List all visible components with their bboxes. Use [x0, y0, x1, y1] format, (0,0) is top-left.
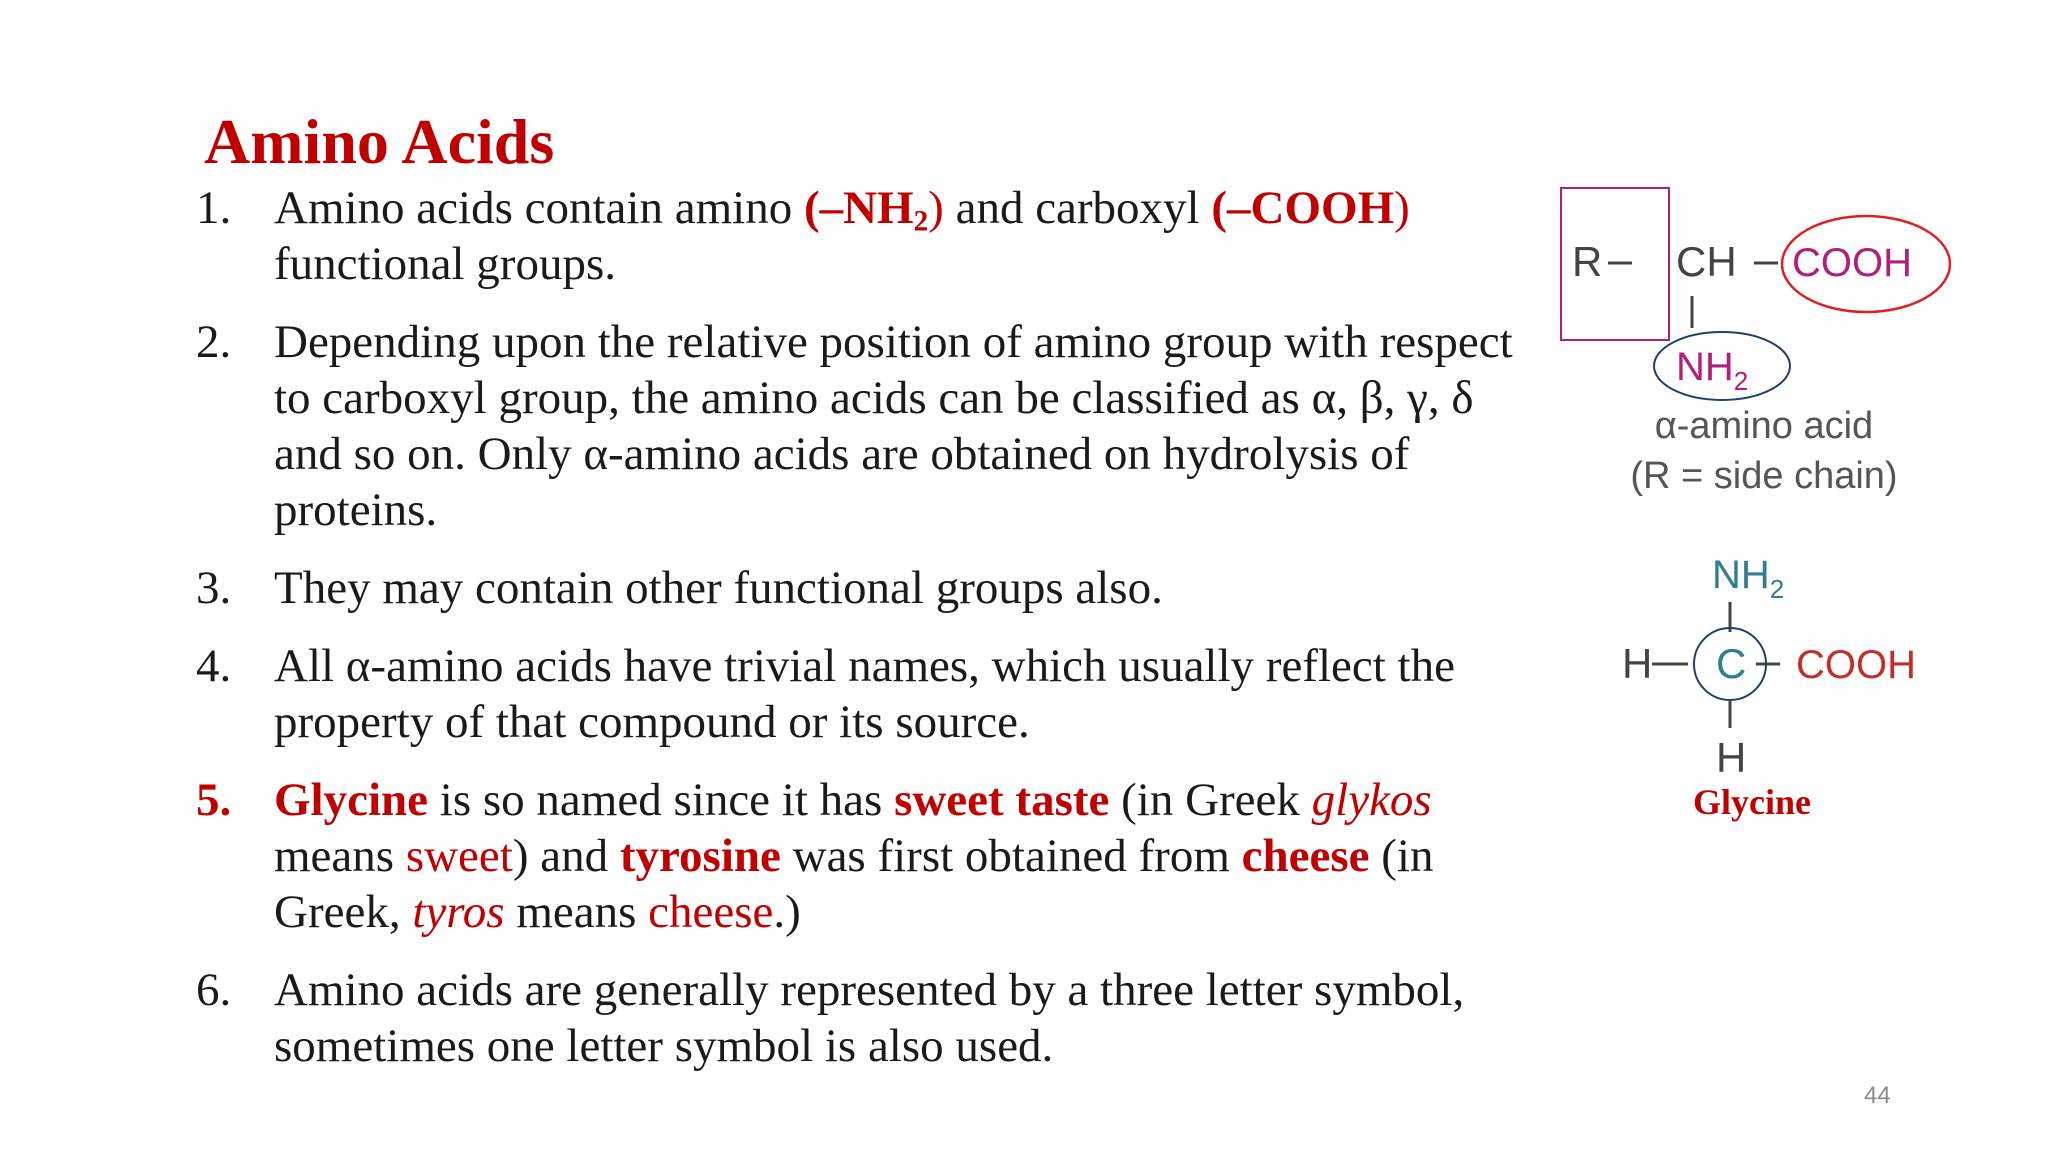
tyrosine-term: tyrosine [619, 830, 781, 882]
amino-nh: NH [1676, 345, 1734, 389]
item-text [274, 772, 1536, 940]
cheese-term: cheese [1241, 830, 1370, 882]
alpha-caption-line1: α-amino acid [1654, 405, 1874, 447]
glycine-structure [1622, 553, 1916, 822]
amino-label [1676, 345, 1748, 396]
item-number: 6. [196, 964, 232, 1016]
list-item-3 [196, 560, 1536, 616]
amino-subscript: 2 [1733, 366, 1749, 396]
item-text [274, 180, 1536, 292]
text-run: and carboxyl [943, 182, 1212, 234]
item-number: 3. [196, 562, 232, 614]
item-number: 4. [196, 640, 232, 692]
list-item-6 [196, 962, 1536, 1074]
list-item-4 [196, 638, 1536, 750]
greek-word-tyros: tyros [412, 886, 505, 938]
item-text: All α-amino acids have trivial names, which usually reflect the property of that compound or its source. [274, 640, 1455, 748]
alpha-caption-line2: (R = side chain) [1630, 455, 1898, 497]
amino-group-formula: (–NH [803, 182, 914, 234]
glycine-carbon: C [1716, 640, 1747, 687]
structure-diagrams [1548, 180, 1988, 840]
carboxyl-group-formula: (–COOH [1211, 182, 1395, 234]
text-run: means [274, 830, 406, 882]
list-item-2 [196, 314, 1536, 538]
meaning-cheese: cheese [648, 886, 774, 938]
glycine-nh: NH [1712, 553, 1770, 597]
glycine-carboxyl: COOH [1796, 643, 1916, 687]
glycine-nh-subscript: 2 [1769, 574, 1785, 604]
item-number: 2. [196, 316, 232, 368]
greek-word-glykos: glykos [1311, 774, 1432, 826]
glycine-term: Glycine [274, 774, 429, 826]
meaning-sweet: sweet [405, 830, 513, 882]
structure-diagrams-svg [1548, 180, 1988, 840]
item-text: They may contain other functional groups also. [274, 562, 1163, 614]
formula-subscript: 2 [913, 205, 929, 238]
glycine-label: Glycine [1693, 782, 1811, 822]
text-run: functional groups. [274, 238, 616, 290]
text-run: ) and [512, 830, 620, 882]
item-number: 1. [196, 182, 232, 234]
r-group-label: R [1572, 238, 1603, 285]
page-number: 44 [1864, 1082, 1891, 1109]
text-run: was first obtained from [780, 830, 1242, 882]
item-text: Amino acids are generally represented by a three letter symbol, sometimes one letter symbol is also used. [274, 964, 1465, 1072]
amino-acid-facts-list [196, 180, 1536, 1096]
formula-paren: ) [928, 182, 944, 234]
sweet-taste-term: sweet taste [894, 774, 1110, 826]
alpha-carbon-label: CH [1676, 238, 1737, 285]
formula-paren: ) [1394, 182, 1410, 234]
text-run: is so named since it has [428, 774, 895, 826]
list-item-1 [196, 180, 1536, 292]
text-run: (in Greek, [274, 830, 1434, 938]
item-text: Depending upon the relative position of amino group with respect to carboxyl group, the amino acids can be classified as α, β, γ, δ and so on. Only α-amino acids are obtained on hydrolysis of proteins. [274, 316, 1513, 536]
text-run: .) [773, 886, 801, 938]
glycine-h-left: H [1622, 640, 1653, 687]
slide-title: Amino Acids [204, 106, 555, 177]
alpha-amino-acid-structure [1561, 188, 1950, 497]
text-run: means [504, 886, 649, 938]
carboxyl-label: COOH [1792, 241, 1912, 285]
glycine-h-bottom: H [1716, 734, 1747, 781]
text-run: (in Greek [1109, 774, 1312, 826]
glycine-amino-label [1712, 553, 1784, 604]
item-number: 5. [196, 774, 232, 826]
text-run: Amino acids contain amino [274, 182, 804, 234]
list-item-5 [196, 772, 1536, 940]
